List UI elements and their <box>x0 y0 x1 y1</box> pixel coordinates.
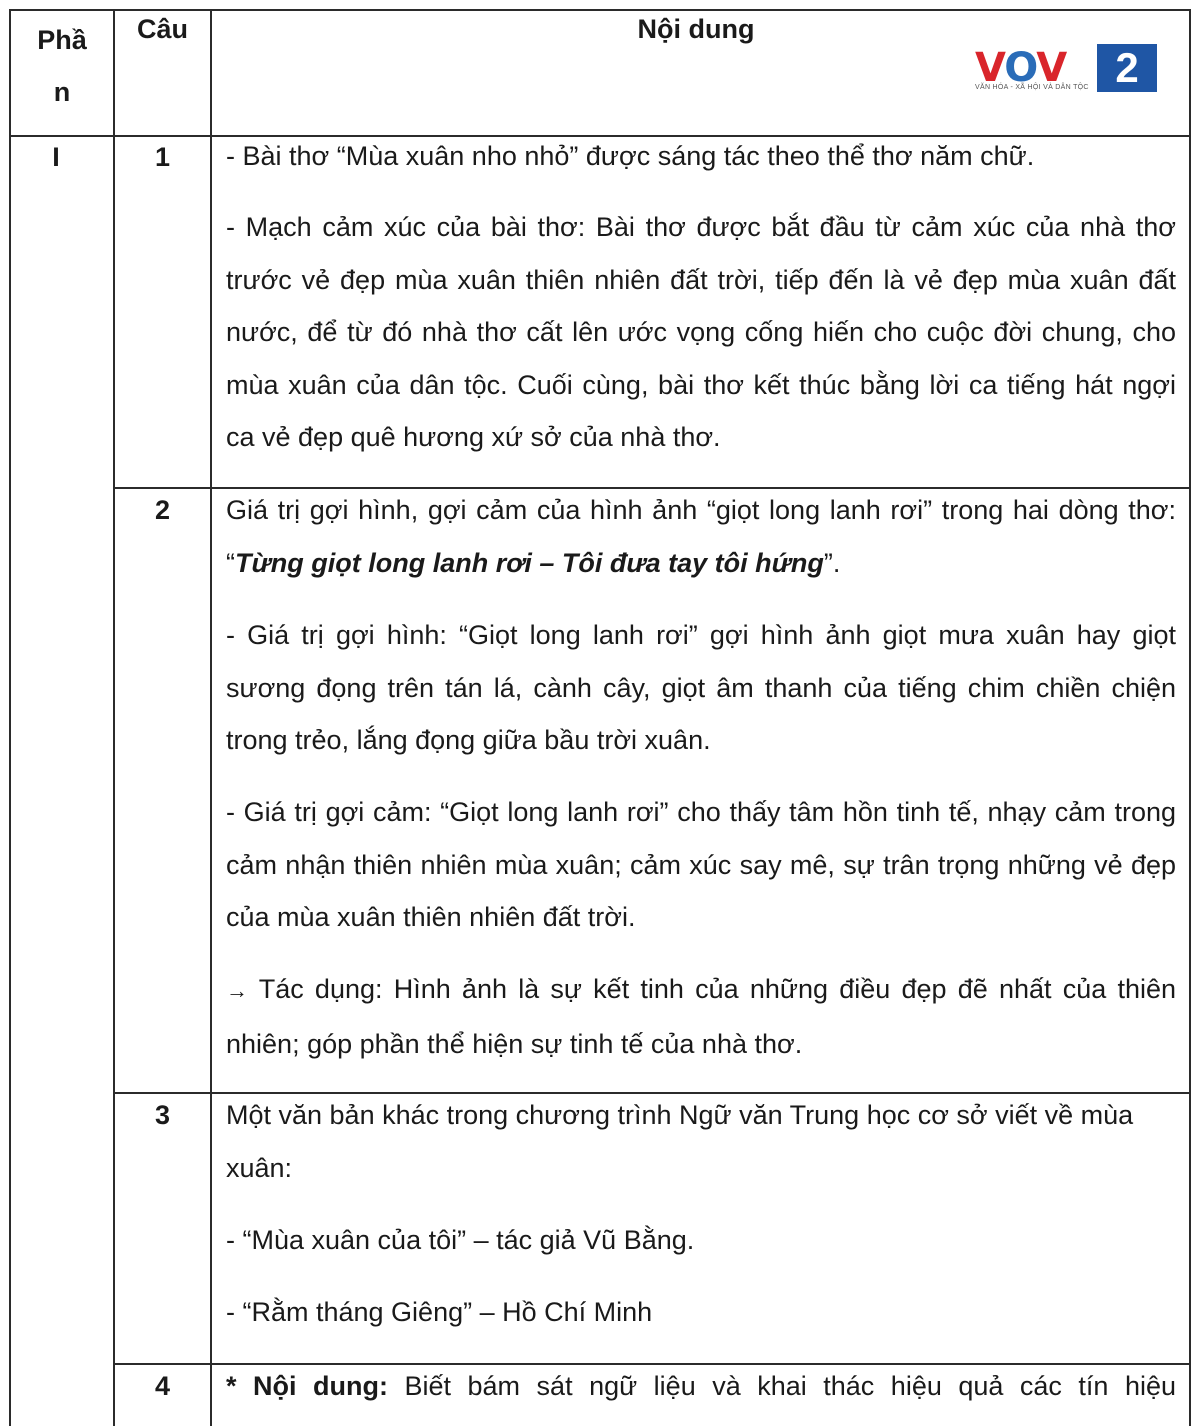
paragraph <box>226 484 1176 589</box>
table-border-left <box>9 9 11 1426</box>
poem-quote: Từng giọt long lanh rơi – Tôi đưa tay tôi hứng <box>235 547 824 578</box>
vov2-logo <box>975 44 1161 96</box>
paragraph: - “Mùa xuân của tôi” – tác giả Vũ Bằng. <box>226 1225 695 1255</box>
column-divider-1 <box>113 9 115 1426</box>
table-border-top <box>9 9 1191 11</box>
paragraph: - Mạch cảm xúc của bài thơ: Bài thơ được bắt đầu từ cảm xúc của nhà thơ trước vẻ đẹp mùa xuân thiên nhiên đất trời, tiếp đến là vẻ đẹp mùa xuân đất nước, để từ đó nhà thơ cất lên ước vọng cống hiến cho cuộc đời chung, cho mùa xuân của dân tộc. Cuối cùng, bài thơ kết thúc bằng lời ca tiếng hát ngợi ca vẻ đẹp quê hương xứ sở của nhà thơ. <box>226 212 1176 452</box>
logo-tagline: VĂN HÓA - XÃ HỘI VÀ DÂN TỘC <box>975 84 1089 91</box>
paragraph: - “Rằm tháng Giêng” – Hồ Chí Minh <box>226 1297 653 1327</box>
column-divider-2 <box>210 9 212 1426</box>
arrow-icon: → <box>226 978 248 1003</box>
header-phan-line2: n <box>53 77 71 107</box>
row-cau: 2 <box>154 495 171 525</box>
intro-text: Giá trị gợi hình, gợi cảm của hình ảnh “giọt long lanh rơi” trong hai dòng thơ: “ <box>226 495 1176 578</box>
paragraph: - Giá trị gợi cảm: “Giọt long lanh rơi” cho thấy tâm hồn tinh tế, nhạy cảm trong cảm nhận thiên nhiên mùa xuân; cảm xúc say mê, sự trân trọng những vẻ đẹp của mùa xuân thiên nhiên đất trời. <box>226 797 1176 932</box>
paragraph <box>226 1360 1176 1413</box>
channel-badge: 2 <box>1097 44 1157 92</box>
row-phan: I <box>52 142 60 172</box>
paragraph: - Giá trị gợi hình: “Giọt long lanh rơi” gợi hình ảnh giọt mưa xuân hay giọt sương đọng trên tán lá, cành cây, giọt âm thanh của tiếng chim chiền chiện trong trẻo, lắng đọng giữa bầu trời xuân. <box>226 620 1176 755</box>
paragraph: Một văn bản khác trong chương trình Ngữ văn Trung học cơ sở viết về mùa xuân: <box>226 1100 1134 1183</box>
header-cau: Câu <box>136 14 188 44</box>
effect-text: Tác dụng: Hình ảnh là sự kết tinh của những điều đẹp đẽ nhất của thiên nhiên; góp phần thể hiện sự tinh tế của nhà thơ. <box>226 974 1176 1059</box>
paragraph <box>226 963 1176 1070</box>
paragraph: - Bài thơ “Mùa xuân nho nhỏ” được sáng tác theo thể thơ năm chữ. <box>226 141 1035 171</box>
row-cau: 4 <box>154 1371 171 1401</box>
content-label: * Nội dung: <box>226 1371 388 1401</box>
intro-end: ”. <box>823 547 841 578</box>
content-text: Biết bám sát ngữ liệu và khai thác hiệu quả các tín hiệu <box>387 1371 1177 1401</box>
header-noi-dung: Nội dung <box>637 14 755 44</box>
header-phan-line1: Phầ <box>37 25 87 55</box>
table-border-right <box>1189 9 1191 1426</box>
row-cau: 3 <box>154 1100 171 1130</box>
vov-wordmark: VOV <box>975 45 1067 91</box>
row-cau: 1 <box>154 142 171 172</box>
header-phan <box>11 14 113 118</box>
